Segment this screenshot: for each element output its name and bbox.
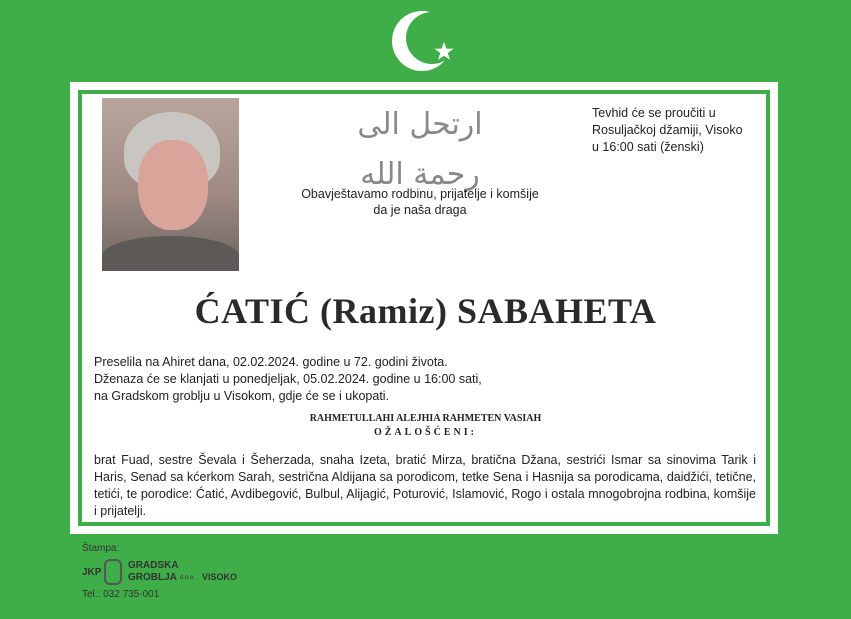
deceased-photo (102, 98, 239, 271)
tevhid-line-3: u 16:00 sati (ženski) (592, 140, 704, 154)
intro-text (290, 186, 550, 218)
intro-line-1: Obavještavamo rodbinu, prijatelje i komšije (301, 187, 539, 201)
logo-company-line-1: GRADSKA (128, 560, 179, 571)
details-line-2: Dženaza će se klanjati u ponedjeljak, 05.02.2024. godine u 16:00 sati, (94, 372, 482, 386)
deceased-name: ĆATIĆ (Ramiz) SABAHETA (194, 291, 657, 331)
crescent-and-star-icon (388, 6, 468, 76)
logo-town: VISOKO (202, 572, 238, 582)
printer-phone: Tel.: 032 735-001 (82, 589, 160, 600)
print-label: Štampa: (82, 543, 120, 554)
intro-line-2: da je naša draga (373, 203, 467, 217)
arabic-calligraphy-heading: ارتحل الى رحمة الله (357, 107, 483, 192)
prayer-text: RAHMETULLAHI ALEJHIA RAHMETEN VASIAH (309, 413, 542, 424)
logo-company-line-2: GROBLJA (128, 572, 177, 583)
tevhid-line-2: Rosuljačkoj džamiji, Visoko (592, 123, 743, 137)
funeral-details (94, 354, 514, 405)
mourners-list: brat Fuad, sestre Ševala i Šeherzada, snaha Izeta, bratić Mirza, bratična Džana, sestrići Ismar sa sinovima Tarik i Haris, Senad sa kćerkom Sarah, sestrična Aldijana sa porodicom, tetke Sena i Hasnija sa porodicama, daidžići, tetične, tetići, te porodice: Ćatić, Avdibegović, Bulbul, Alijagić, Poturović, Islamović, Rogo i ostala mnogobrojna rodbina, komšije i prijatelji. (94, 453, 756, 518)
logo-doo: d.o.o. (180, 575, 196, 581)
printer-logo (82, 559, 292, 587)
tevhid-line-1: Tevhid će se proučiti u (592, 106, 716, 120)
details-line-3: na Gradskom groblju u Visokom, gdje će se i ukopati. (94, 389, 390, 403)
mourners-title: OŽALOŠĆENI: (373, 427, 477, 438)
details-line-1: Preselila na Ahiret dana, 02.02.2024. godine u 72. godini života. (94, 355, 448, 369)
logo-jkp: JKP (82, 567, 102, 578)
logo-company-name (128, 560, 179, 584)
cemetery-emblem-icon (104, 559, 122, 585)
tevhid-notice (592, 105, 762, 156)
